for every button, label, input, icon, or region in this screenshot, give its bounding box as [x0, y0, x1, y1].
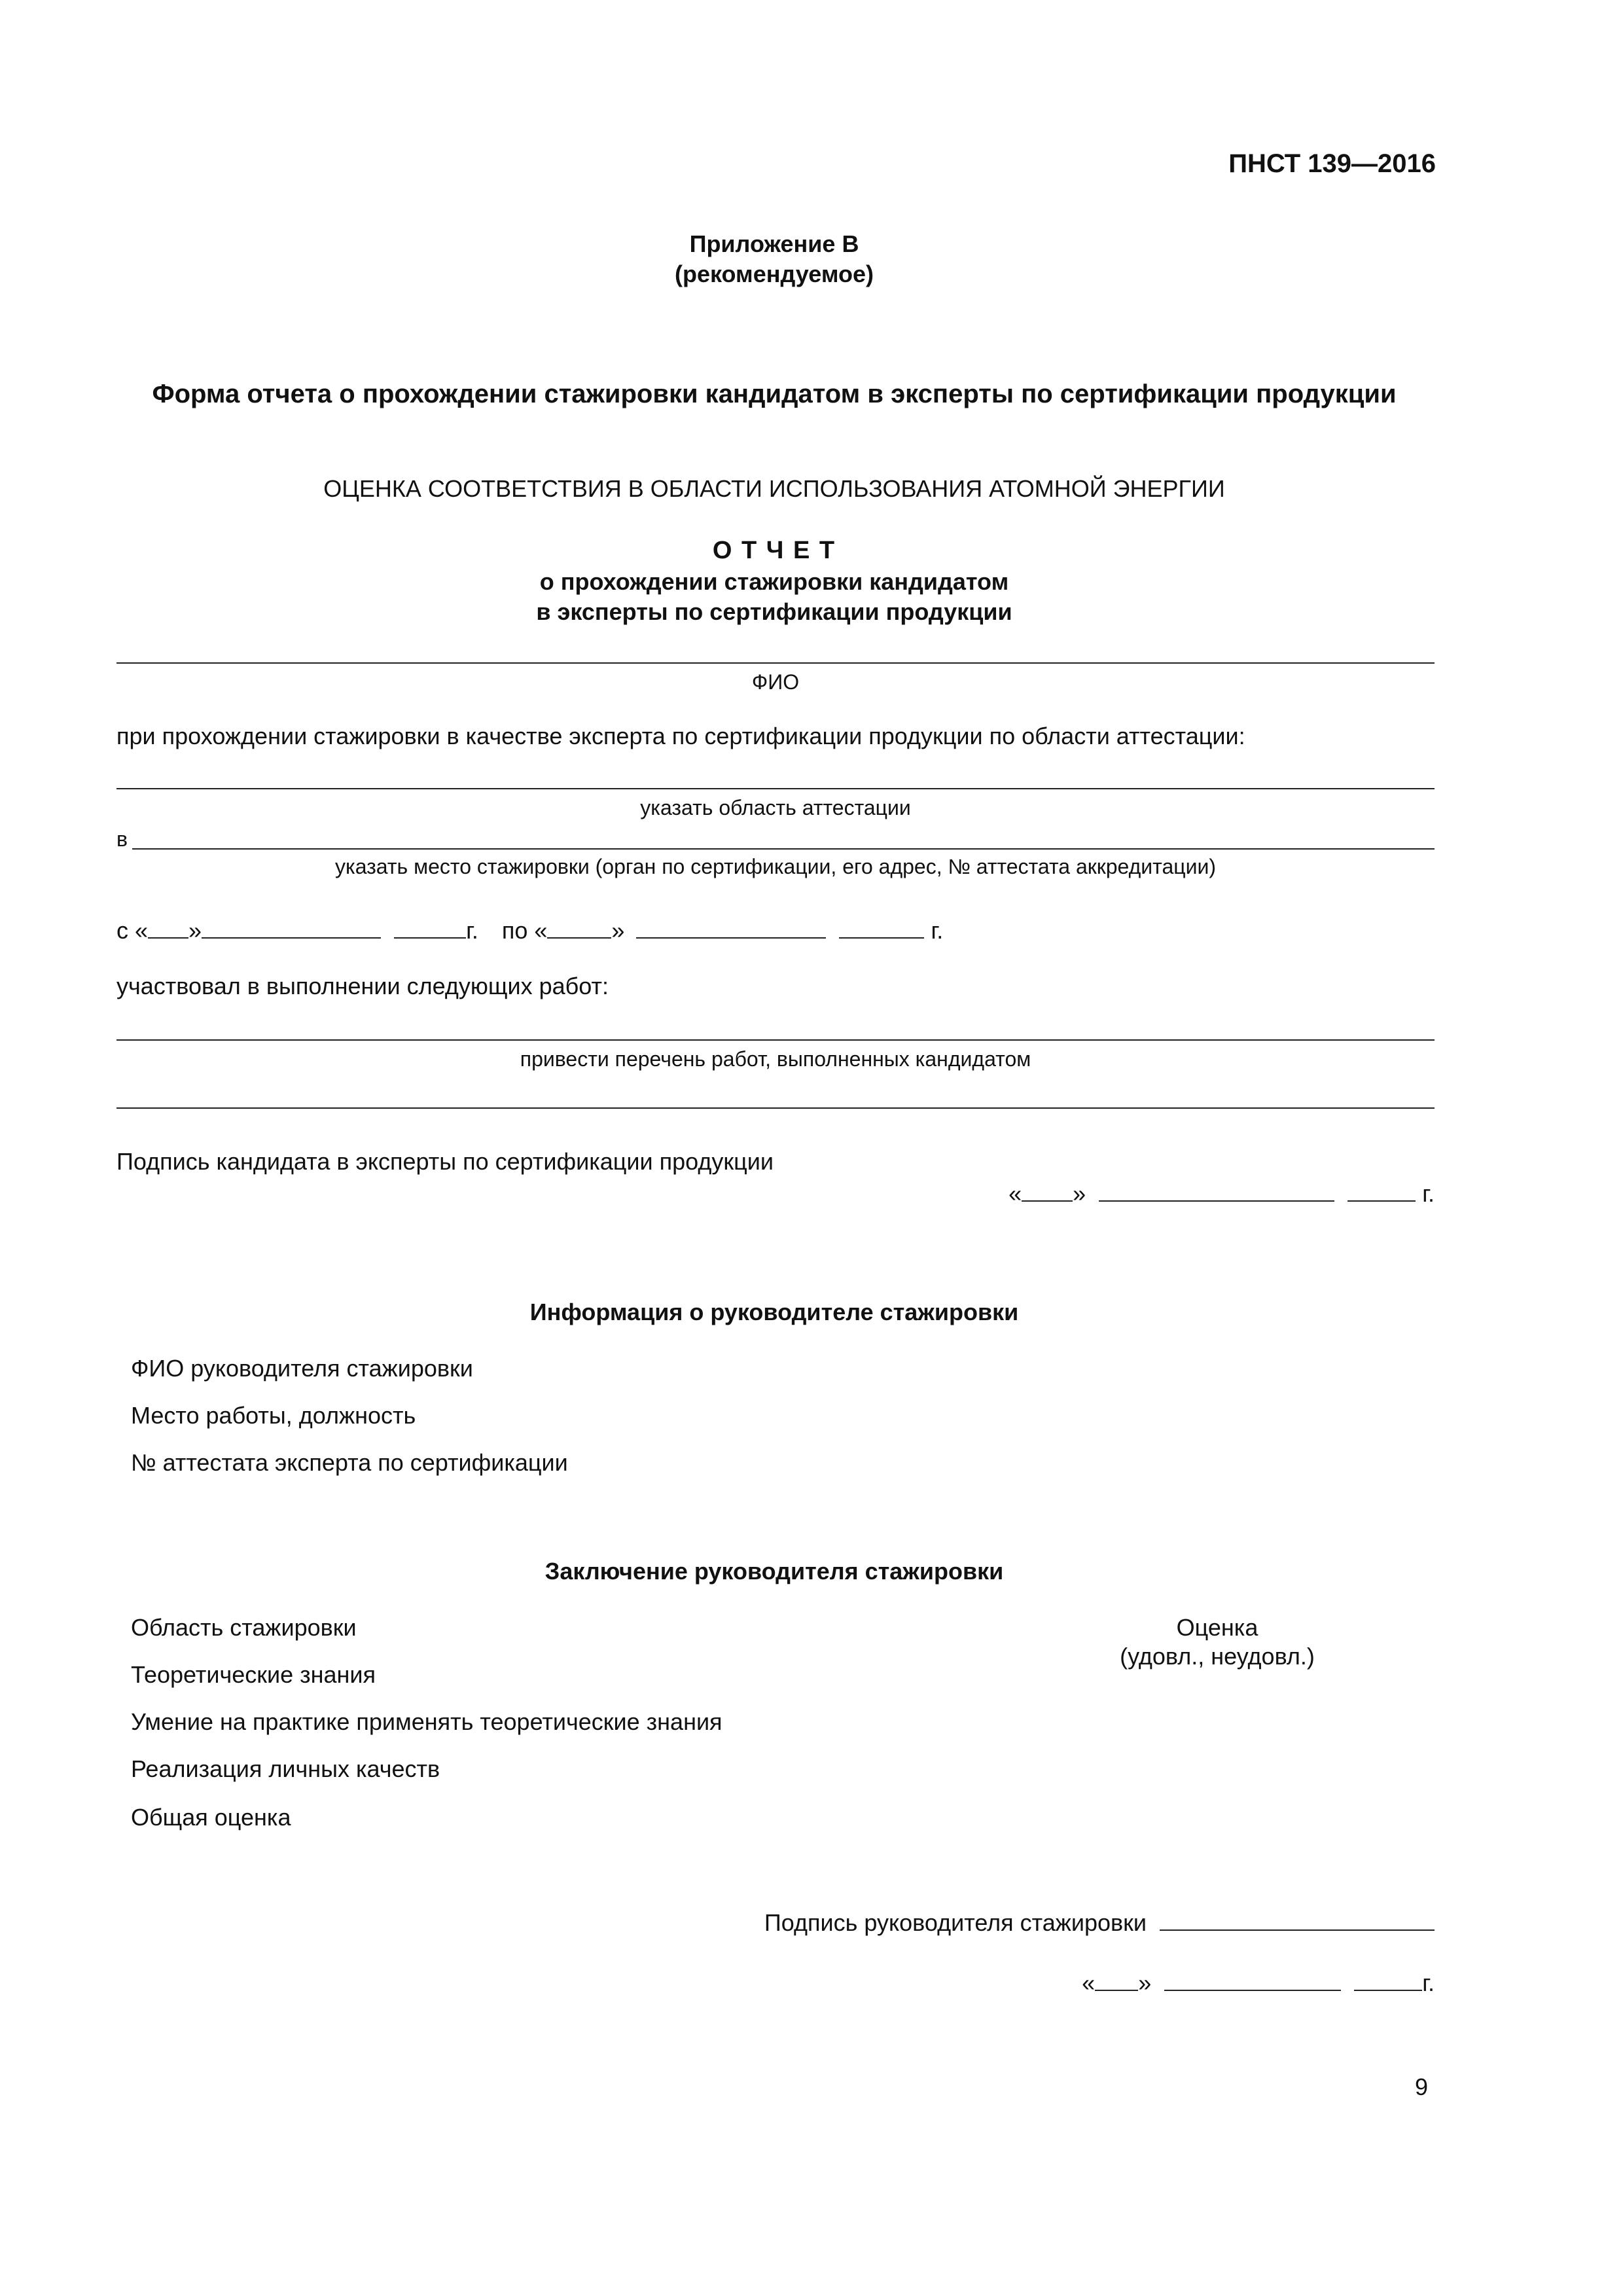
- supervisor-signature-label: Подпись руководителя стажировки: [764, 1909, 1147, 1936]
- sign-year-field[interactable]: [1347, 1178, 1416, 1202]
- final-date-open: «: [1082, 1969, 1096, 1996]
- grade-hint: (удовл., неудовл.): [1120, 1643, 1315, 1670]
- appendix-title: Приложение В: [689, 230, 859, 257]
- fio-line[interactable]: [116, 662, 1435, 664]
- to-month-field[interactable]: [636, 915, 826, 939]
- supervisor-info-heading: Информация о руководителе стажировки: [529, 1299, 1019, 1325]
- document-code: ПНСТ 139—2016: [1228, 149, 1436, 178]
- works-hint: привести перечень работ, выполненных кандидатом: [520, 1047, 1031, 1071]
- final-month-field[interactable]: [1164, 1967, 1341, 1991]
- supervisor-info-item: ФИО руководителя стажировки: [131, 1355, 473, 1382]
- appendix-type: (рекомендуемое): [675, 260, 874, 287]
- to-year-field[interactable]: [839, 915, 924, 939]
- final-date: [1082, 1967, 1435, 1997]
- to-year-suffix: г.: [931, 917, 944, 944]
- from-year-field[interactable]: [394, 915, 466, 939]
- to-close: »: [611, 917, 625, 944]
- conclusion-item: Область стажировки: [131, 1614, 357, 1641]
- conclusion-item: Умение на практике применять теоретические знания: [131, 1708, 722, 1735]
- grade-label: Оценка: [1176, 1614, 1258, 1641]
- from-month-field[interactable]: [202, 915, 381, 939]
- sign-month-field[interactable]: [1099, 1178, 1334, 1202]
- final-year-suffix: г.: [1422, 1969, 1435, 1996]
- sign-year-suffix: г.: [1422, 1180, 1435, 1207]
- final-day-field[interactable]: [1095, 1967, 1138, 1991]
- period-row: [116, 915, 943, 944]
- works-line-2[interactable]: [116, 1107, 1435, 1109]
- report-title: О Т Ч Е Т: [712, 537, 836, 564]
- report-subtitle-1: о прохождении стажировки кандидатом: [539, 568, 1009, 595]
- conclusion-item: Теоретические знания: [131, 1661, 376, 1688]
- form-title: Форма отчета о прохождении стажировки кандидатом в эксперты по сертификации продукции: [152, 380, 1397, 408]
- domain-header: ОЦЕНКА СООТВЕТСТВИЯ В ОБЛАСТИ ИСПОЛЬЗОВАНИЯ АТОМНОЙ ЭНЕРГИИ: [323, 475, 1225, 502]
- works-line[interactable]: [116, 1039, 1435, 1041]
- from-close: »: [188, 917, 202, 944]
- place-hint: указать место стажировки (орган по сертификации, его адрес, № аттестата аккредитации): [334, 855, 1216, 878]
- conclusion-heading: Заключение руководителя стажировки: [544, 1558, 1004, 1585]
- page-number: 9: [1414, 2073, 1428, 2100]
- sign-date-close: »: [1073, 1180, 1086, 1207]
- conclusion-item: Реализация личных качеств: [131, 1755, 440, 1782]
- from-year-suffix: г.: [466, 917, 478, 944]
- area-line[interactable]: [116, 788, 1435, 789]
- participated-text: участвовал в выполнении следующих работ:: [116, 973, 609, 999]
- supervisor-signature-field[interactable]: [1160, 1907, 1435, 1931]
- final-year-field[interactable]: [1354, 1967, 1422, 1991]
- to-day-field[interactable]: [547, 915, 611, 939]
- candidate-sign-date: [1008, 1178, 1435, 1208]
- from-open: с «: [116, 917, 149, 944]
- sign-day-field[interactable]: [1022, 1178, 1073, 1202]
- supervisor-info-item: № аттестата эксперта по сертификации: [131, 1449, 568, 1476]
- supervisor-signature-row: [764, 1907, 1435, 1937]
- fio-hint: ФИО: [751, 670, 800, 694]
- place-line[interactable]: [132, 848, 1435, 850]
- from-day-field[interactable]: [148, 915, 188, 939]
- report-subtitle-2: в эксперты по сертификации продукции: [536, 598, 1012, 625]
- sign-date-open: «: [1008, 1180, 1022, 1207]
- supervisor-info-item: Место работы, должность: [131, 1402, 416, 1429]
- candidate-signature-label: Подпись кандидата в эксперты по сертификации продукции: [116, 1148, 774, 1175]
- to-open: по «: [501, 917, 548, 944]
- internship-text: при прохождении стажировки в качестве эксперта по сертификации продукции по области аттестации:: [116, 723, 1245, 749]
- place-prefix: в: [116, 827, 128, 851]
- final-date-close: »: [1138, 1969, 1152, 1996]
- conclusion-item: Общая оценка: [131, 1804, 291, 1831]
- area-hint: указать область аттестации: [640, 796, 911, 819]
